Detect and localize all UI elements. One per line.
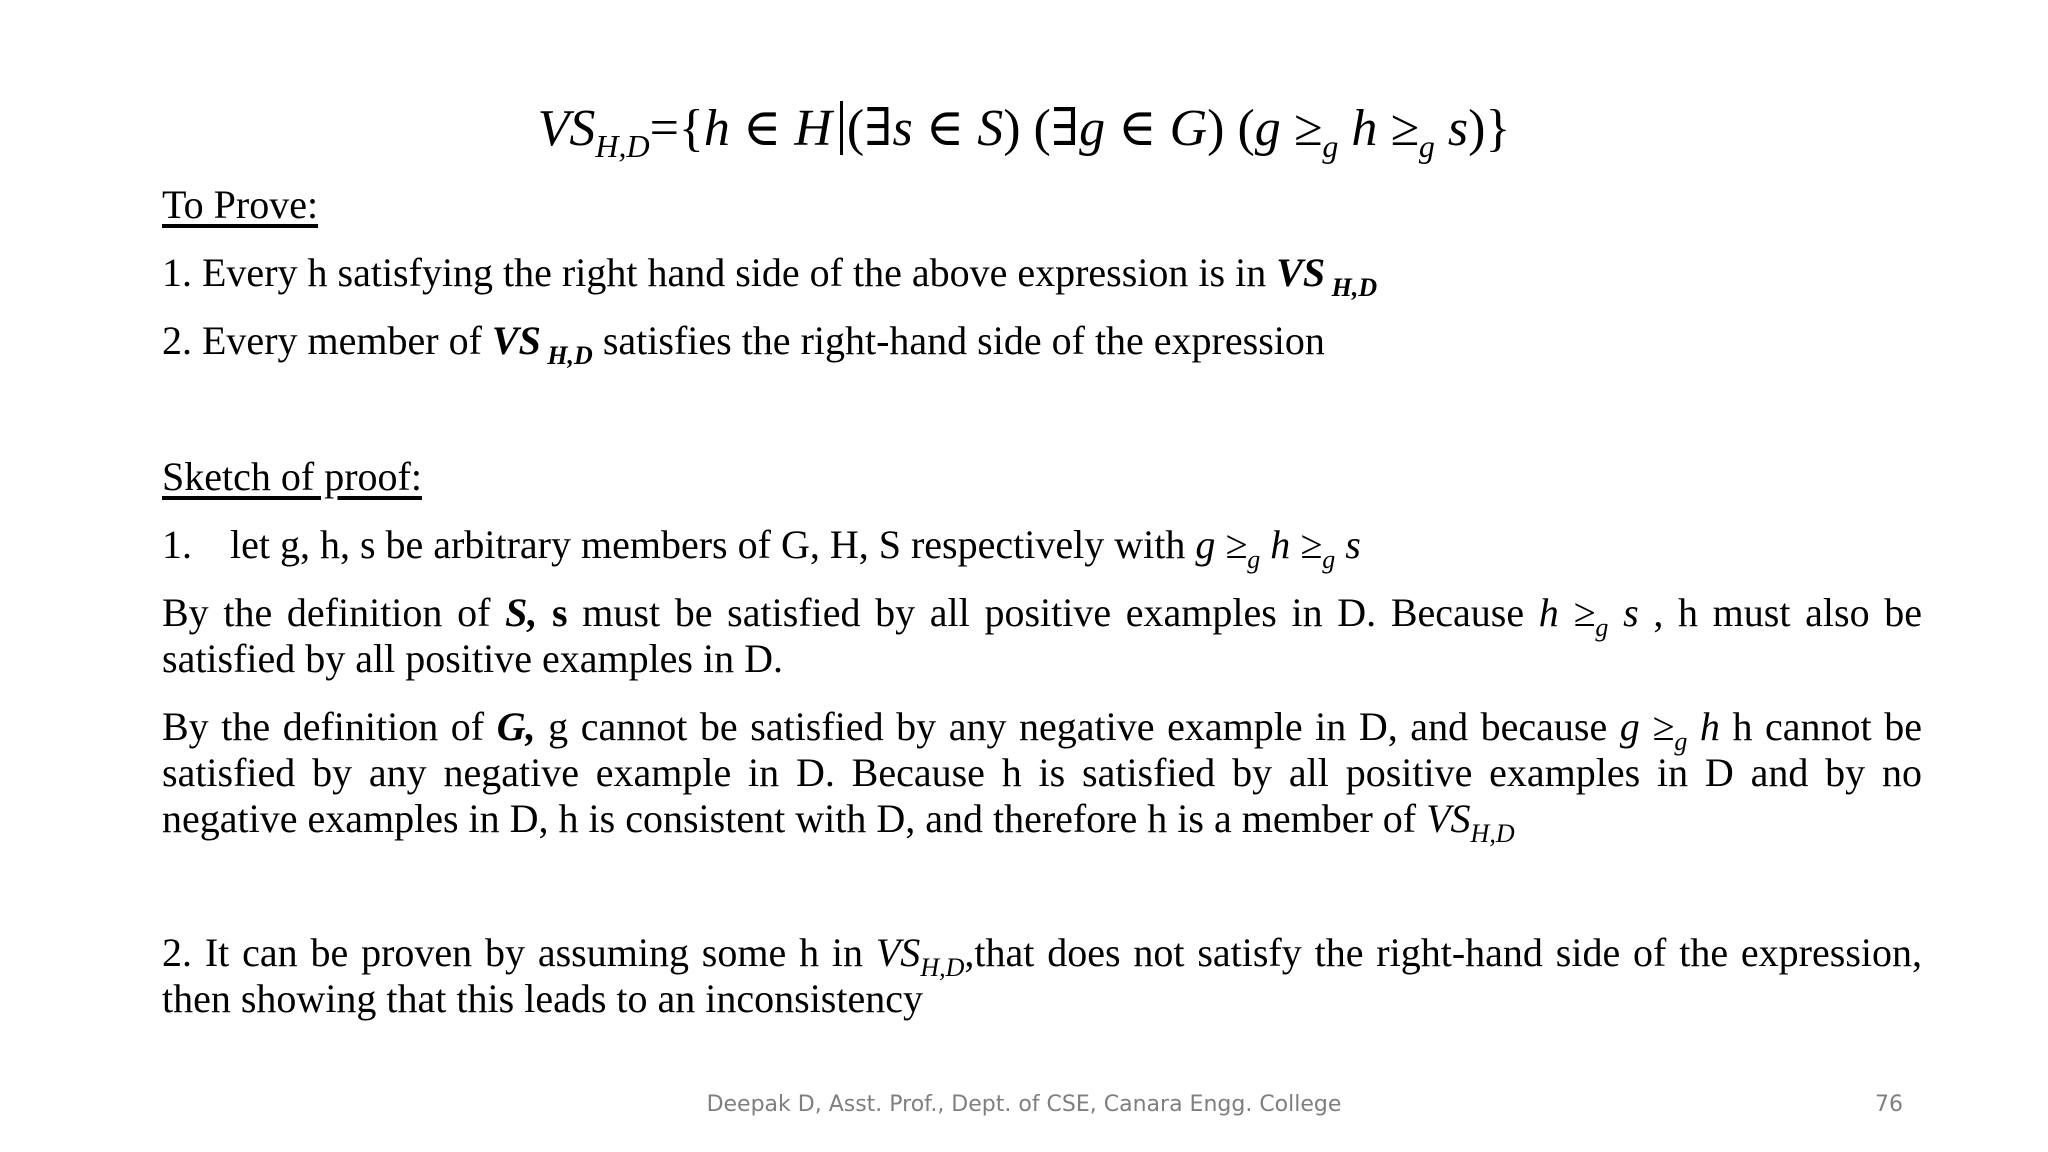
version-space-formula xyxy=(0,98,2048,164)
sketch-paragraph-2 xyxy=(162,704,1923,848)
para3-vs-subscript: H,D xyxy=(920,953,965,982)
sketch-step-1-number: 1. xyxy=(162,522,192,567)
formula-condition-s: s xyxy=(1434,100,1469,157)
formula-exists-g-close: ) xyxy=(1207,100,1238,157)
sketch-step-1-s: s xyxy=(1335,522,1361,567)
formula-H: H xyxy=(794,100,832,157)
formula-condition-h: h ≥ xyxy=(1338,100,1419,157)
para1-s2: s xyxy=(1608,590,1639,635)
to-prove-heading: To Prove: xyxy=(162,182,319,227)
para1-text-a: By the definition of xyxy=(162,590,506,635)
para1-subscript: g xyxy=(1595,613,1609,642)
formula-condition-subscript-2: g xyxy=(1418,128,1435,164)
to-prove-item-2-text-a: 2. Every member of xyxy=(162,318,492,363)
formula-element-of-2: ∈ xyxy=(912,100,978,157)
para2-text-a: By the definition of xyxy=(162,704,497,749)
para1-text-c: , h must also be satisfied by all positive examples in D. xyxy=(162,590,1923,681)
para2-text-c: h cannot be satisfied by any negative example in D. Because h is satisfied by all positive examples in D and by no negative examples in D, h is consistent with D, and therefore h is a member of xyxy=(162,704,1923,841)
to-prove-item-1-subscript: H,D xyxy=(1325,273,1378,302)
to-prove-item-1 xyxy=(162,250,1378,302)
to-prove-item-2-subscript: H,D xyxy=(540,341,593,370)
para1-h: h ≥ xyxy=(1538,590,1596,635)
to-prove-item-2-text-b: satisfies the right-hand side of the expression xyxy=(592,318,1325,363)
sketch-step-1-g: g ≥ xyxy=(1195,522,1248,567)
para2-vs: VS xyxy=(1426,796,1471,841)
para2-text-b: g cannot be satisfied by any negative example in D, and because xyxy=(535,704,1620,749)
formula-G: G xyxy=(1169,100,1208,157)
formula-such-that-bar xyxy=(840,101,843,155)
to-prove-item-1-vs: VS xyxy=(1276,250,1326,295)
sketch-step-1-h: h ≥ xyxy=(1260,522,1323,567)
formula-condition-open: ( xyxy=(1237,100,1255,157)
to-prove-item-1-text: 1. Every h satisfying the right hand side of the above expression is in xyxy=(162,250,1277,295)
para2-subscript: g xyxy=(1674,727,1688,756)
sketch-step-1-text: let g, h, s be arbitrary members of G, H, S respectively with xyxy=(230,522,1196,567)
sketch-paragraph-1 xyxy=(162,590,1922,682)
to-prove-item-2 xyxy=(162,318,1325,370)
para1-text-b: must be satisfied by all positive examples in D. Because xyxy=(567,590,1539,635)
para3-text-a: 2. It can be proven by assuming some h in xyxy=(162,930,876,975)
para2-g: g ≥ xyxy=(1619,704,1675,749)
formula-element-of-3: ∈ xyxy=(1105,100,1170,157)
formula-exists-s-open: (∃ xyxy=(846,100,893,157)
sketch-heading: Sketch of proof: xyxy=(162,454,422,499)
formula-S: S xyxy=(977,100,1004,157)
formula-equals-brace: ={ xyxy=(649,100,704,157)
formula-h: h xyxy=(703,100,730,157)
sketch-step-1-subscript-2: g xyxy=(1322,545,1336,574)
footer-credit: Deepak D, Asst. Prof., Dept. of CSE, Canara Engg. College xyxy=(706,1092,1342,1117)
formula-s: s xyxy=(892,100,913,157)
para2-h: h xyxy=(1687,704,1720,749)
formula-condition-close: )} xyxy=(1468,100,1511,157)
para2-vs-subscript: H,D xyxy=(1470,819,1515,848)
para3-text-b: ,that does not satisfy the right-hand side of the expression, then showing that this leads to an inconsistency xyxy=(162,930,1922,1021)
sketch-step-1-subscript-1: g xyxy=(1247,545,1261,574)
formula-condition-subscript-1: g xyxy=(1322,128,1339,164)
sketch-paragraph-3 xyxy=(162,930,1922,1022)
para3-vs: VS xyxy=(875,930,921,975)
para2-G: G, xyxy=(496,704,536,749)
formula-g: g xyxy=(1079,100,1106,157)
formula-lhs: VS xyxy=(537,100,596,157)
para1-s: s xyxy=(537,590,568,635)
formula-lhs-subscript: H,D xyxy=(595,128,650,164)
page-number: 76 xyxy=(1875,1092,1903,1117)
formula-element-of-1: ∈ xyxy=(729,100,795,157)
formula-exists-s-close: ) xyxy=(1003,100,1034,157)
to-prove-item-2-vs: VS xyxy=(491,318,541,363)
sketch-step-1 xyxy=(162,522,1361,574)
formula-exists-g-open: (∃ xyxy=(1033,100,1080,157)
para1-S: S, xyxy=(505,590,538,635)
formula-condition-g: g ≥ xyxy=(1254,100,1323,157)
